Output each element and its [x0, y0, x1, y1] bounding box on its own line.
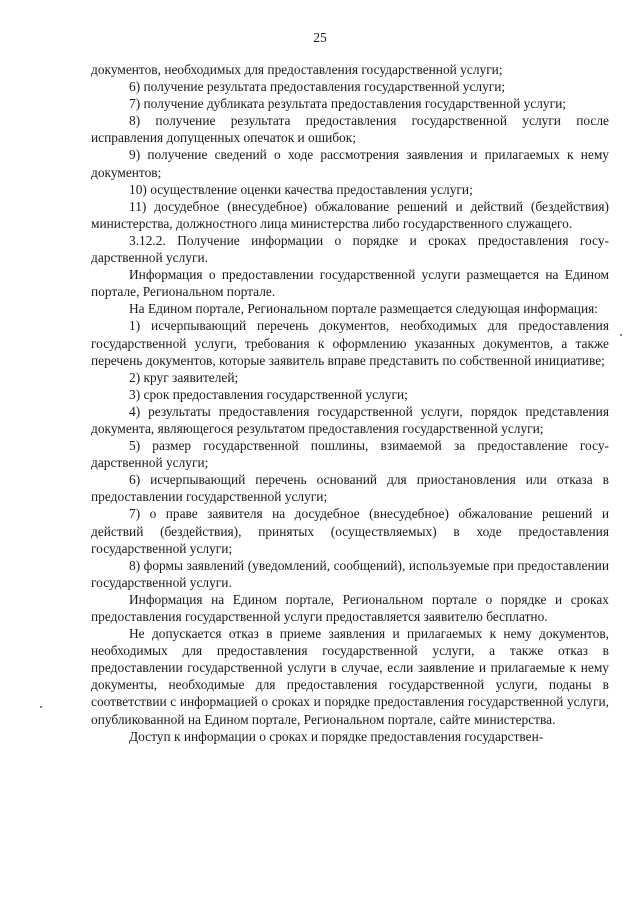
paragraph: Не допускается отказ в приеме заявления и прилагаемых к нему документов, необходимых для предоставления государственной услуги, а также отказ в предоставлении государственной услуги в случае, если заявление и прилагаемые к нему документы, необходимые для предоставления государственной услуги, поданы в соответствии с информацией о сроках и порядке предоставления государственной услуги, опубликованной на Едином портале, Региональном портале, сайте министерства. [91, 626, 609, 727]
page-number: 25 [313, 30, 327, 45]
paragraph-continued: Доступ к информации о сроках и порядке предоставления государствен- [129, 728, 544, 744]
info-list-item-4: 4) результаты предоставления государственной услуги, порядок представления документа, являющегося результатом предоставления государственной услуги; [91, 403, 609, 436]
list-item-8: 8) получение результата предоставления государственной услуги после исправления допущенных опечаток и ошибок; [91, 113, 609, 146]
info-list-item-1: 1) исчерпывающий перечень документов, необходимых для предоставления государственной услуги, требования к оформлению указанных документов, а также перечень документов, которые заявитель вправе представить по собственной инициативе; [91, 318, 609, 368]
info-list-item-5: 5) размер государственной пошлины, взимаемой за предоставление государственной услуги; [91, 438, 609, 471]
document-body [91, 61, 609, 745]
scan-speck [620, 334, 622, 336]
info-list-item-6: 6) исчерпывающий перечень оснований для приостановления или отказа в предоставлении государственной услуги; [91, 472, 609, 505]
paragraph: На Едином портале, Региональном портале размещается следующая информация: [129, 301, 598, 317]
scan-speck [40, 706, 42, 708]
list-item-10: 10) осуществление оценки качества предоставления услуги; [129, 181, 473, 197]
info-list-item-2: 2) круг заявителей; [129, 369, 239, 385]
info-list-item-3: 3) срок предоставления государственной услуги; [129, 386, 408, 402]
list-item-11: 11) досудебное (внесудебное) обжалование решений и действий (бездействия) министерства, должностного лица министерства либо государственного служащего. [91, 198, 609, 231]
section-heading-3-12-2: 3.12.2. Получение информации о порядке и сроках предоставления государственной услуги. [91, 232, 609, 266]
paragraph: Информация на Едином портале, Региональном портале о порядке и сроках предоставления государственной услуги предоставляется заявителю бесплатно. [91, 591, 609, 624]
info-list-item-8: 8) формы заявлений (уведомлений, сообщений), используемые при предоставлении государственной услуги. [91, 557, 609, 590]
list-item-6: 6) получение результата предоставления государственной услуги; [129, 79, 506, 95]
info-list-item-7: 7) о праве заявителя на досудебное (внесудебное) обжалование решений и действий (бездействия), принятых (осуществляемых) в ходе предоставления государственной услуги; [91, 506, 609, 556]
list-item-9: 9) получение сведений о ходе рассмотрения заявления и прилагаемых к нему документов; [91, 147, 609, 180]
list-item-7: 7) получение дубликата результата предоставления государственной услуги; [129, 96, 567, 112]
paragraph-continuation: документов, необходимых для предоставления государственной услуги; [91, 62, 503, 77]
paragraph: Информация о предоставлении государственной услуги размещается на Едином портале, Региональном портале. [91, 267, 609, 300]
